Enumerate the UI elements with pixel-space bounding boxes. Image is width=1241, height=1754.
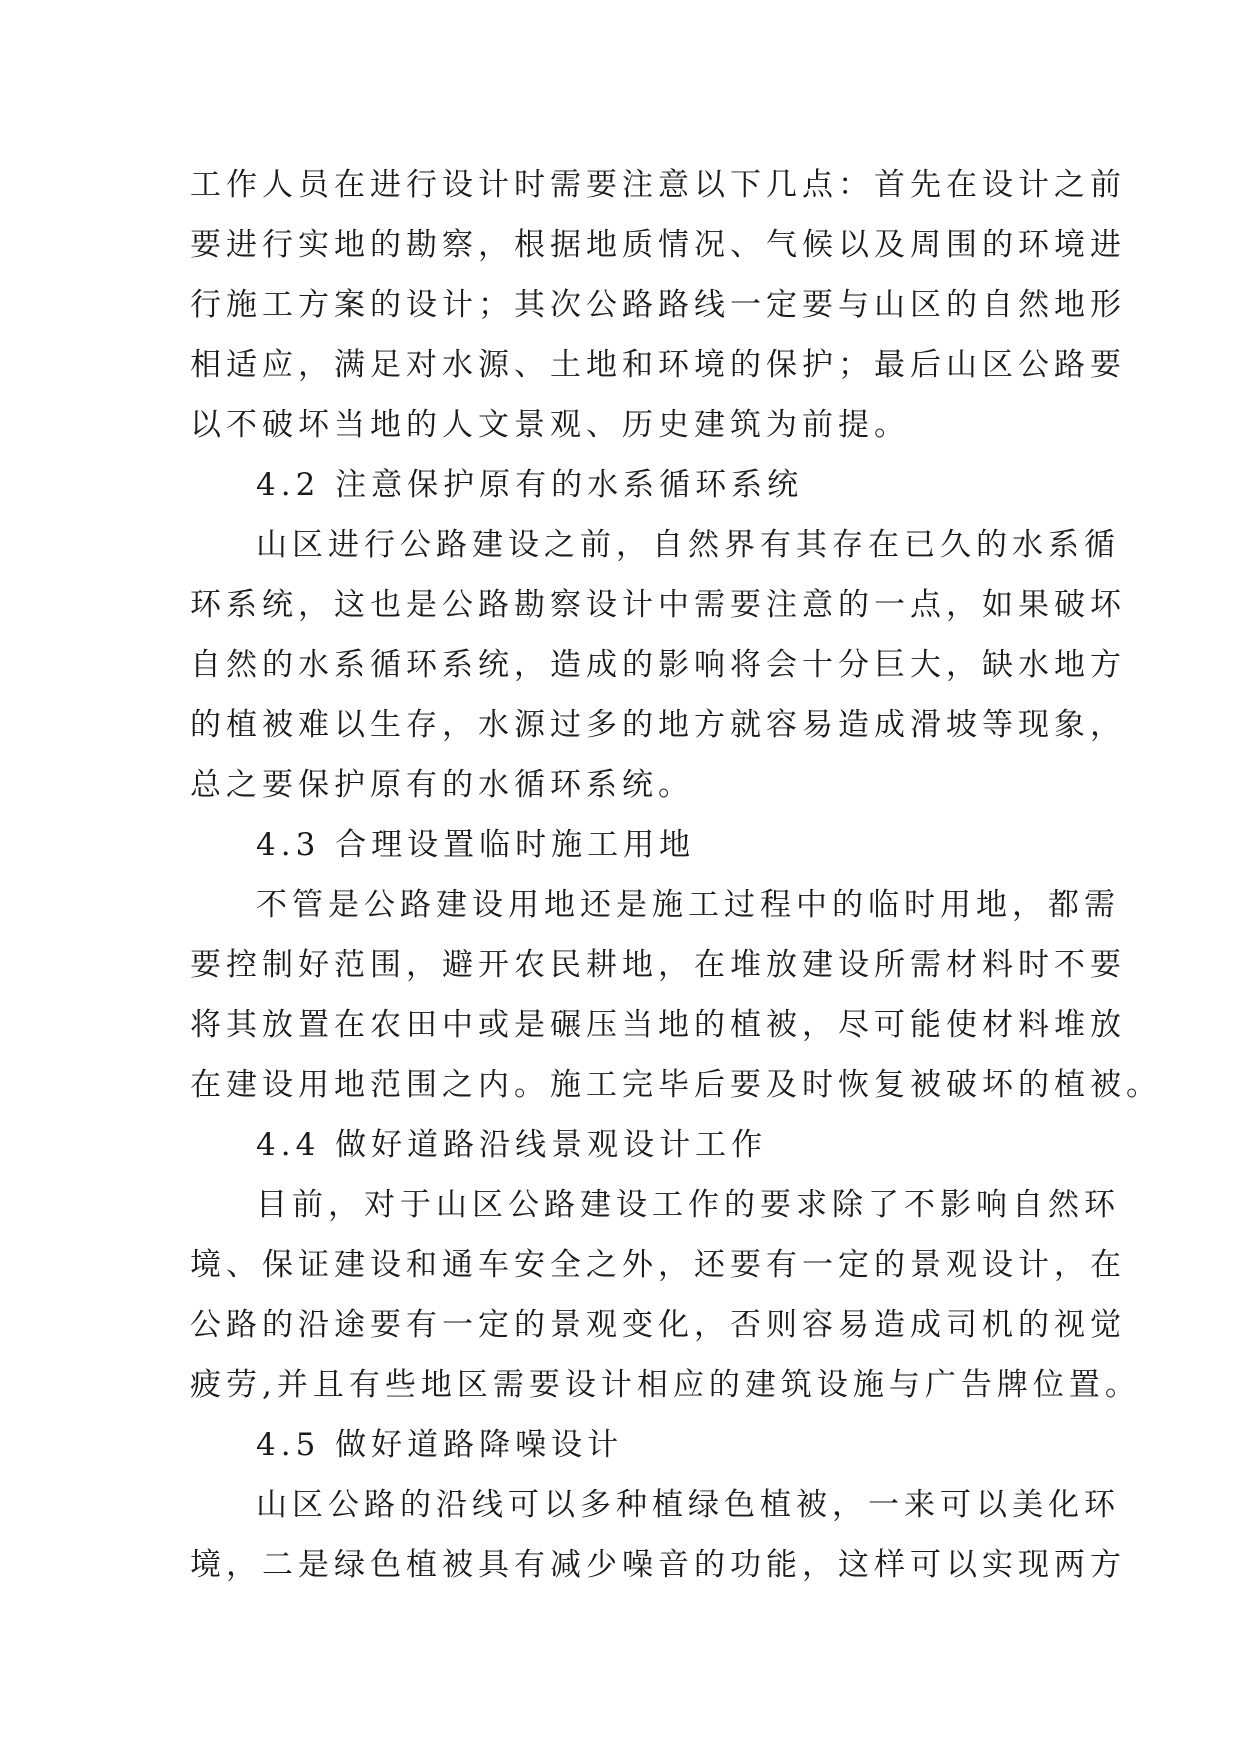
paragraph-line: 以不破坏当地的人文景观、历史建筑为前提。 xyxy=(190,407,910,443)
paragraph-line: 山区公路的沿线可以多种植绿色植被，一来可以美化环 xyxy=(256,1487,1120,1523)
paragraph-line: 要控制好范围，避开农民耕地，在堆放建设所需材料时不要 xyxy=(190,947,1126,983)
paragraph-line: 境，二是绿色植被具有减少噪音的功能，这样可以实现两方 xyxy=(190,1547,1126,1583)
section-heading-4-4: 4.4 做好道路沿线景观设计工作 xyxy=(256,1127,768,1163)
paragraph-line: 要进行实地的勘察，根据地质情况、气候以及周围的环境进 xyxy=(190,227,1126,263)
paragraph-line: 行施工方案的设计；其次公路路线一定要与山区的自然地形 xyxy=(190,287,1126,323)
paragraph-line: 不管是公路建设用地还是施工过程中的临时用地，都需 xyxy=(256,887,1120,923)
section-heading-4-2: 4.2 注意保护原有的水系循环系统 xyxy=(256,467,804,503)
paragraph-line: 公路的沿途要有一定的景观变化，否则容易造成司机的视觉 xyxy=(190,1307,1126,1343)
paragraph-line: 在建设用地范围之内。施工完毕后要及时恢复被破坏的植被。 xyxy=(190,1067,1162,1103)
paragraph-line: 环系统，这也是公路勘察设计中需要注意的一点，如果破坏 xyxy=(190,587,1126,623)
paragraph-line: 山区进行公路建设之前，自然界有其存在已久的水系循 xyxy=(256,527,1120,563)
paragraph-line: 疲劳,并且有些地区需要设计相应的建筑设施与广告牌位置。 xyxy=(190,1367,1141,1403)
paragraph-line: 的植被难以生存，水源过多的地方就容易造成滑坡等现象， xyxy=(190,707,1126,743)
document-body xyxy=(190,155,1162,1595)
paragraph-line: 相适应，满足对水源、土地和环境的保护；最后山区公路要 xyxy=(190,347,1126,383)
section-heading-4-3: 4.3 合理设置临时施工用地 xyxy=(256,827,696,863)
paragraph-line: 将其放置在农田中或是碾压当地的植被，尽可能使材料堆放 xyxy=(190,1007,1126,1043)
paragraph-line: 目前，对于山区公路建设工作的要求除了不影响自然环 xyxy=(256,1187,1120,1223)
paragraph-line: 境、保证建设和通车安全之外，还要有一定的景观设计，在 xyxy=(190,1247,1126,1283)
paragraph-line: 自然的水系循环系统，造成的影响将会十分巨大，缺水地方 xyxy=(190,647,1126,683)
paragraph-line: 总之要保护原有的水循环系统。 xyxy=(190,767,694,803)
section-heading-4-5: 4.5 做好道路降噪设计 xyxy=(256,1427,624,1463)
paragraph-line: 工作人员在进行设计时需要注意以下几点：首先在设计之前 xyxy=(190,167,1126,203)
